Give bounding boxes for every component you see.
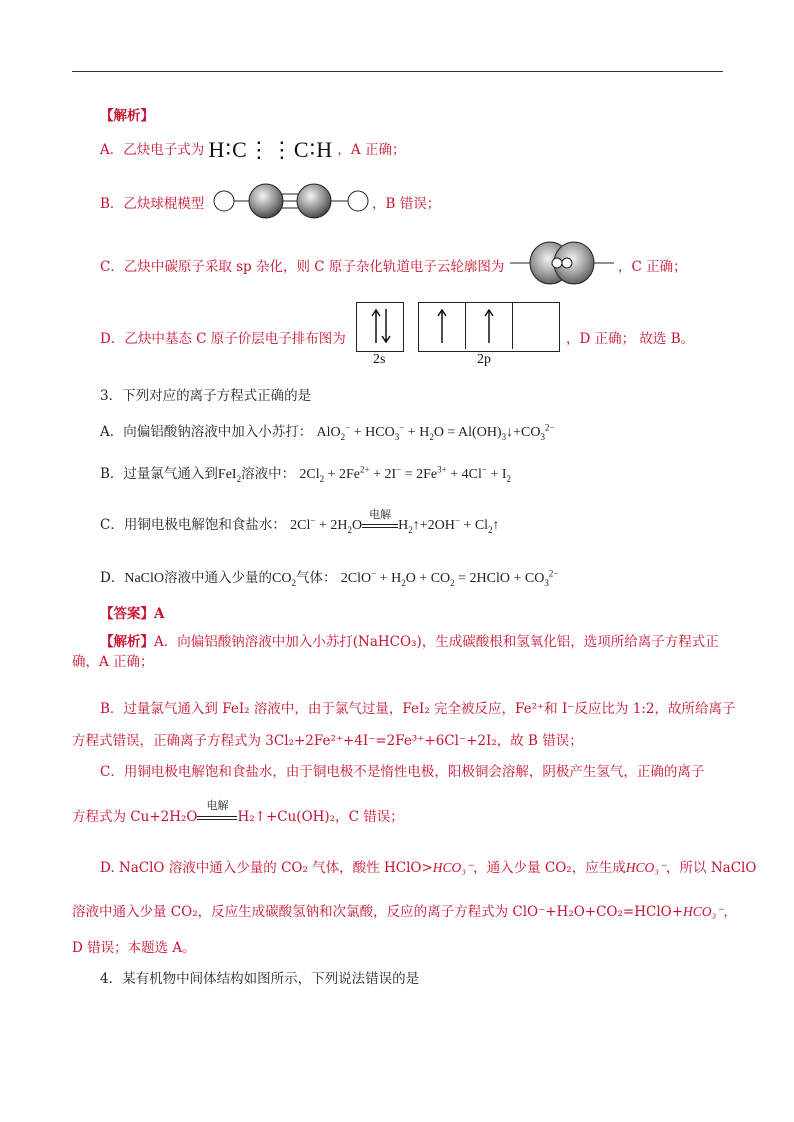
answer-jiexi-label: 【解析】 [100, 634, 154, 650]
option-a-prefix: A．乙炔电子式为 [100, 142, 205, 158]
down-arrow-icon [381, 309, 391, 343]
answer-p2a: B．过量氯气通入到 FeI₂ 溶液中，由于氯气过量，FeI₂ 完全被反应，Fe²⁺和 I⁻反应比为 1:2，故所给离子 [100, 701, 736, 717]
answer-p4b [72, 900, 737, 920]
option-a-suffix: ，A 正确； [337, 142, 406, 158]
up-arrow-icon [484, 309, 494, 343]
q3-option-b [100, 462, 511, 484]
q3-option-d-co2: $CO_2$ [272, 571, 296, 588]
option-c-suffix: ，C 正确； [618, 259, 687, 275]
option-b-prefix: B．乙炔球棍模型 [100, 196, 205, 212]
hco3-ion: HCO₃⁻ [432, 860, 474, 875]
answer-p1: A．向偏铝酸钠溶液中加入小苏打(NaHCO₃)，生成碳酸根和氢氧化铝，选项所给离子方程式正确，A 正确； [72, 634, 719, 670]
q3-option-a-text: A．向偏铝酸钠溶液中加入小苏打： [100, 424, 313, 440]
option-a-analysis [100, 137, 405, 163]
q3-option-b-equation: $2Cl_2 + 2Fe^{2+} + 2I^- = 2Fe^{3+} + 4Cl^- + I_2$ [299, 464, 511, 484]
answer-p3b-prefix: 方程式为 Cu+2H₂O [72, 809, 198, 825]
label-2p: 2p [477, 352, 491, 367]
option-c-analysis [100, 255, 504, 275]
q3-option-c-equation: $2Cl^- + 2H_2O$ 电解 $H_2↑+2OH^-$ + $Cl_2↑$ [290, 508, 500, 535]
answer-label: 【答案】A [100, 606, 165, 622]
option-b-suffix: ，B 错误； [372, 196, 441, 212]
q3-option-a [100, 420, 555, 442]
up-arrow-icon [437, 309, 447, 343]
q3-option-b-mid: 溶液中： [241, 466, 296, 482]
hco3-ion: HCO₃⁻ [683, 904, 724, 919]
sp-orbital-cloud-icon [510, 240, 614, 286]
orbital-box-2p [418, 302, 560, 352]
q3-option-c [100, 508, 500, 535]
answer-p3a: C．用铜电极电解饱和食盐水，由于铜电极不是惰性电极，阳极铜会溶解，阴极产生氢气，正确的离子 [100, 764, 705, 780]
answer-p4c: D 错误；本题选 A。 [72, 940, 196, 956]
answer-p4a-mid: ，通入少量 CO₂，应生成 [473, 860, 626, 876]
orbital-box-2s [356, 302, 404, 352]
q3-option-d-equation: $2ClO^- + H_2O + CO_2$ = 2HClO + $CO_3^{2-}$ [340, 568, 559, 588]
header-rule [72, 71, 723, 72]
answer-p3b-suffix: H₂↑+Cu(OH)₂，C 错误； [237, 809, 404, 825]
q3-option-d-mid: 溶液中通入少量的 [164, 570, 272, 586]
q3-option-a-equation: $AlO_2^- + HCO_3^- + H_2O$ = $Al(OH)_3↓+CO_3^{2-}$ [316, 422, 555, 442]
up-arrow-icon [371, 309, 381, 343]
analysis-heading: 【解析】 [100, 108, 154, 124]
question-4-stem: 4．某有机物中间体结构如图所示，下列说法错误的是 [100, 971, 420, 987]
answer-p4b-suffix: ， [723, 904, 737, 920]
q3-option-d-text: D． [100, 570, 125, 586]
answer-p2b: 方程式错误，正确离子方程式为 3Cl₂+2Fe²⁺+4I⁻=2Fe³⁺+6Cl⁻+2I₂，故 B 错误； [72, 733, 583, 749]
electrolysis-label: 电解 [369, 508, 392, 521]
q3-option-c-text: C．用铜电极电解饱和食盐水： [100, 517, 286, 533]
option-d-prefix: D．乙炔中基态 C 原子价层电子排布图为 [100, 331, 346, 347]
answer-p4a [100, 856, 756, 876]
electrolysis-label: 电解 [206, 799, 229, 812]
option-d-suffix: ，D 正确； 故选 B。 [566, 331, 695, 347]
q3-option-d [100, 566, 558, 588]
answer-p4a-prefix: D. NaClO 溶液中通入少量的 CO₂ 气体，酸性 HClO> [100, 860, 433, 876]
q3-option-b-text: B．过量氯气通入到 [100, 466, 218, 482]
option-b-analysis [100, 192, 204, 212]
label-2s: 2s [373, 352, 386, 367]
hco3-ion: HCO₃⁻ [625, 860, 667, 875]
answer-explanation-a [72, 632, 723, 672]
question-3-stem: 3．下列对应的离子方程式正确的是 [100, 388, 312, 404]
option-c-prefix: C．乙炔中碳原子采取 sp 杂化，则 C 原子杂化轨道电子云轮廓图为 [100, 259, 505, 275]
acetylene-electron-formula: H∶C⋮⋮C∶H [208, 137, 334, 162]
option-d-analysis [100, 327, 346, 347]
ball-stick-model-icon [210, 182, 380, 220]
answer-p4b-prefix: 溶液中通入少量 CO₂，反应生成碳酸氢钠和次氯酸，反应的离子方程式为 ClO⁻+H₂O+CO₂=HClO+ [72, 904, 684, 920]
q3-option-d-naclo: NaClO [124, 571, 164, 586]
q3-option-d-mid2: 气体： [295, 570, 337, 586]
answer-p3b [72, 799, 404, 825]
answer-p4a-suffix: ，所以 NaClO [666, 860, 757, 876]
q3-option-b-reagent: FeI$_2$ [217, 467, 242, 484]
